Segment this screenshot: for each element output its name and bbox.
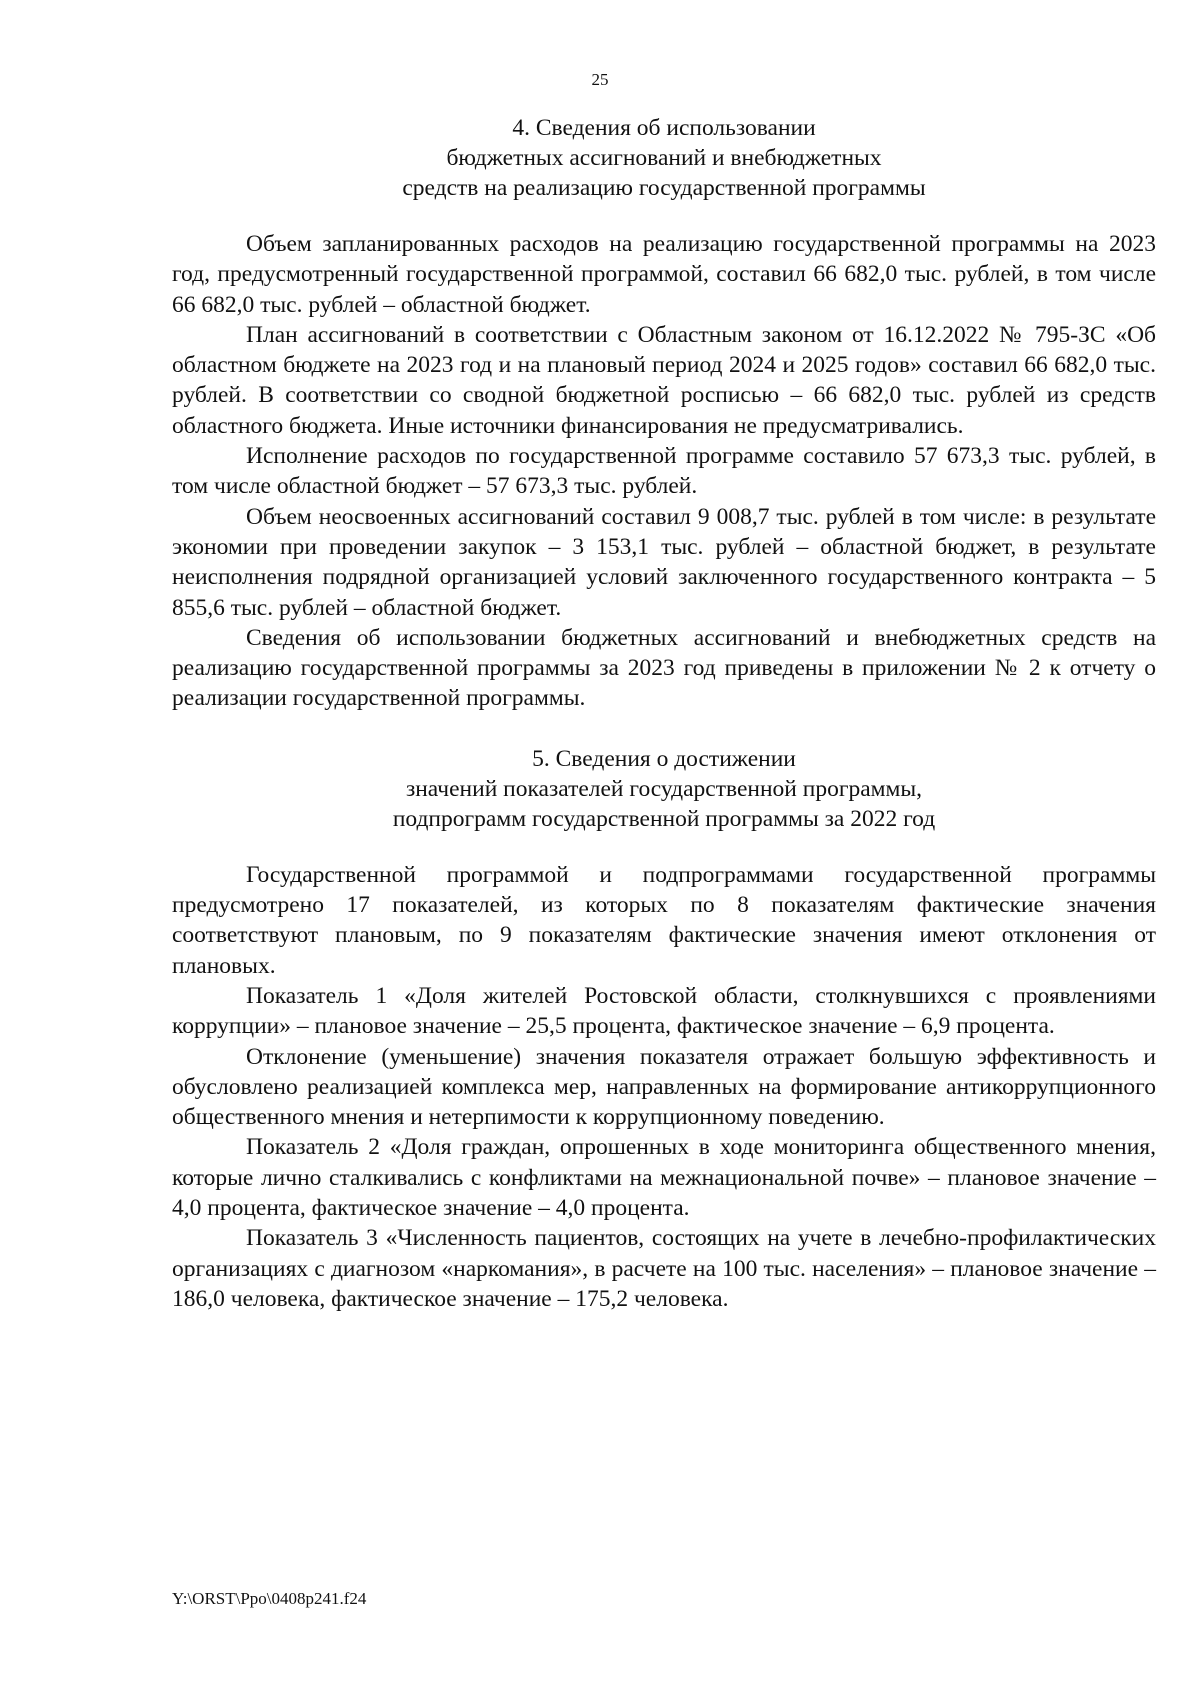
section-5-paragraph-1: Государственной программой и подпрограммами государственной программы предусмотрено 17 показателей, из которых по 8 показателям фактические значения соответствуют плановым, по 9 показателям фактические значения имеют отклонения от плановых.: [172, 861, 1156, 979]
section-4-heading-line-2: бюджетных ассигнований и внебюджетных: [446, 145, 882, 171]
document-body: [172, 113, 1156, 1314]
footer-file-path: Y:\ORST\Ppo\0408p241.f24: [172, 1589, 367, 1608]
section-5-heading-line-2: значений показателей государственной программы,: [405, 775, 923, 802]
section-4-paragraph-1: Объем запланированных расходов на реализацию государственной программы на 2023 год, предусмотренный государственной программой, составил 66 682,0 тыс. рублей, в том числе 66 682,0 тыс. рублей – областной бюджет.: [172, 231, 1156, 318]
section-5-heading-line-1: 5. Сведения о достижении: [532, 745, 796, 772]
section-5-paragraph-3: Отклонение (уменьшение) значения показателя отражает большую эффективность и обусловлено реализацией комплекса мер, направленных на формирование антикоррупционного общественного мнения и нетерпимости к коррупционному поведению.: [172, 1043, 1156, 1131]
section-5-paragraph-2: Показатель 1 «Доля жителей Ростовской области, столкнувшихся с проявлениями коррупции» – плановое значение – 25,5 процента, фактическое значение – 6,9 процента.: [172, 982, 1156, 1040]
section-4-heading-line-1: 4. Сведения об использовании: [512, 115, 816, 141]
section-4-paragraph-5: Сведения об использовании бюджетных ассигнований и внебюджетных средств на реализацию государственной программы за 2023 год приведены в приложении № 2 к отчету о реализации государственной программы.: [172, 624, 1156, 712]
section-5-paragraph-5: Показатель 3 «Численность пациентов, состоящих на учете в лечебно-профилактических организациях с диагнозом «наркомания», в расчете на 100 тыс. населения» – плановое значение – 186,0 человека, фактическое значение – 175,2 человека.: [172, 1225, 1156, 1312]
section-4-paragraph-2: План ассигнований в соответствии с Областным законом от 16.12.2022 № 795-ЗС «Об областном бюджете на 2023 год и на плановый период 2024 и 2025 годов» составил 66 682,0 тыс. рублей. В соответствии со сводной бюджетной росписью – 66 682,0 тыс. рублей из средств областного бюджета. Иные источники финансирования не предусматривались.: [172, 321, 1156, 439]
section-5-heading-line-3: подпрограмм государственной программы за 2022 год: [392, 805, 936, 832]
section-5-heading: [172, 744, 1156, 834]
section-4-paragraph-4: Объем неосвоенных ассигнований составил 9 008,7 тыс. рублей в том числе: в результате экономии при проведении закупок – 3 153,1 тыс. рублей – областной бюджет, в результате неисполнения подрядной организацией условий заключенного государственного контракта – 5 855,6 тыс. рублей – областной бюджет.: [172, 503, 1156, 621]
section-4-paragraph-3: Исполнение расходов по государственной программе составило 57 673,3 тыс. рублей, в том числе областной бюджет – 57 673,3 тыс. рублей.: [172, 443, 1156, 500]
page-number: 25: [591, 70, 609, 89]
section-4-heading-line-3: средств на реализацию государственной программы: [402, 175, 926, 201]
section-5-paragraph-4: Показатель 2 «Доля граждан, опрошенных в ходе мониторинга общественного мнения, которые лично сталкивались с конфликтами на межнациональной почве» – плановое значение – 4,0 процента, фактическое значение – 4,0 процента.: [172, 1134, 1156, 1222]
section-4-heading: [172, 113, 1156, 203]
